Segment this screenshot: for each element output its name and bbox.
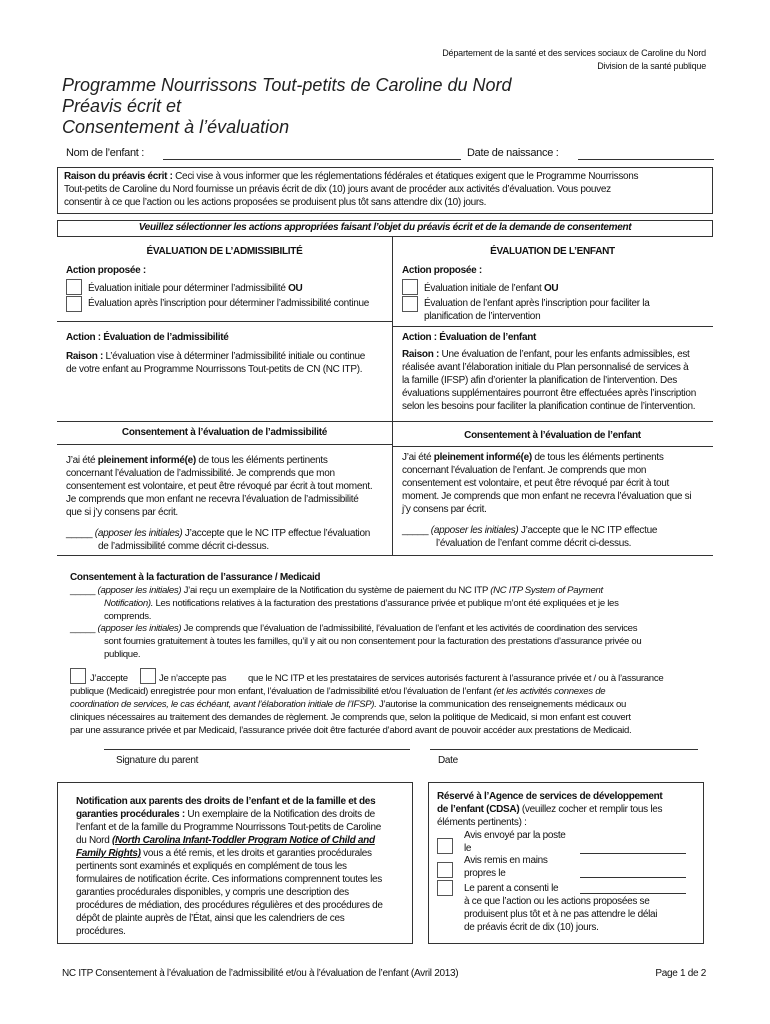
cdsa-consented-line-3: produisent plus tôt et à ne pas attendre le délai	[464, 909, 658, 920]
cdsa-hand-date-field[interactable]	[580, 877, 686, 878]
right-divider-1	[392, 326, 713, 327]
cdsa-mailed-label: Avis envoyé par la poste	[464, 830, 566, 841]
cdsa-consented-line-2: à ce que l’action ou les actions proposées se	[464, 896, 650, 907]
child-eval-continuing-checkbox[interactable]	[402, 296, 418, 312]
cdsa-hand-label: Avis remis en mains	[464, 855, 548, 866]
billing-free-services-initials[interactable]: _____ (apposer les initiales) Je comprends que l’évaluation de l’admissibilité, l’évaluation de l’enfant et les activités de coordination des services	[70, 623, 638, 634]
dob-field[interactable]	[578, 159, 714, 160]
footer-page-number: Page 1 de 2	[655, 968, 706, 979]
notice-line-2: garanties procédurales : Un exemplaire de la Notification des droits de	[76, 809, 375, 820]
cdsa-heading-3: éléments pertinents) :	[437, 817, 527, 828]
billing-para-line-1: que le NC ITP et les prestataires de services autorisés facturent à l’assurance privée et / ou à l’assurance	[248, 673, 664, 684]
parent-signature-label: Signature du parent	[116, 755, 199, 766]
cdsa-heading-1: Réservé à l’Agence de services de développement	[437, 791, 663, 802]
right-action-proposed: Action proposée :	[402, 265, 482, 276]
billing-para-line-3: coordination de services, le cas échéant, avant l’élaboration initiale de l’IFSP). J’autorise la communication des renseignements médicaux ou	[70, 699, 627, 710]
column-divider	[392, 237, 393, 555]
billing-para-line-4: cliniques nécessaires au traitement des demandes de règlement. Je comprends que, selon la politique de Medicaid, si mon enfant est couvert	[70, 712, 631, 723]
billing-line-5: sont fournies gratuitement à toutes les familles, qu’il y ait ou non consentement pour la facturation des prestations d’assurance privée ou	[104, 636, 642, 647]
eligibility-initial-checkbox[interactable]	[66, 279, 82, 295]
department-header	[442, 47, 706, 73]
right-accept-line-2: l’évaluation de l’enfant comme décrit ci-dessus.	[436, 538, 632, 549]
notice-line-8: garanties procédurales disponibles, y compris une description des	[76, 887, 349, 898]
signature-date-label: Date	[438, 755, 458, 766]
notice-line-11: procédures.	[76, 926, 126, 937]
left-consent-line-2: concernant l’évaluation de l’admissibilité. Je comprends que mon	[66, 468, 335, 479]
left-consent-line-1: J’ai été pleinement informé(e) de tous les éléments pertinents	[66, 455, 328, 466]
cdsa-consented-date-field[interactable]	[580, 893, 686, 894]
right-consent-line-2: concernant l’évaluation de l’enfant. Je comprends que mon	[402, 465, 647, 476]
billing-refuse-label: Je n’accepte pas	[159, 673, 227, 684]
child-eval-option-2b: planification de l’intervention	[424, 311, 541, 322]
left-action-label: Action : Évaluation de l’admissibilité	[66, 332, 229, 343]
reason-label: Raison du préavis écrit :	[64, 171, 173, 182]
billing-accept-checkbox[interactable]	[70, 668, 86, 684]
notice-line-3: l’enfant et de la famille du Programme Nourrissons Tout-petits de Caroline	[76, 822, 381, 833]
right-consent-line-4: moment. Je comprends que mon enfant ne recevra l’évaluation que si	[402, 491, 692, 502]
cdsa-hand-checkbox[interactable]	[437, 862, 453, 878]
reason-text-1: Ceci vise à vous informer que les réglementations fédérales et étatiques exigent que le Programme Nourrissons	[172, 171, 639, 182]
notice-line-6: pertinents sont examinés et expliqués en complément de tous les	[76, 861, 347, 872]
notice-line-4: du Nord (North Carolina Infant-Toddler Program Notice of Child and	[76, 835, 375, 846]
left-consent-line-5: que si j’y consens par écrit.	[66, 507, 178, 518]
right-action-label: Action : Évaluation de l’enfant	[402, 332, 537, 343]
right-reason-line-5: selon les besoins pour faciliter la planification continue de l’intervention.	[402, 401, 696, 412]
cdsa-hand-le: propres le	[464, 868, 506, 879]
reason-line-2: Tout-petits de Caroline du Nord fournisse un préavis écrit de dix (10) jours avant de procéder aux activités d’évaluation. Vous pouvez	[64, 184, 611, 195]
billing-line-3: comprends.	[104, 611, 152, 622]
left-reason-line-1: Raison : L’évaluation vise à déterminer l’admissibilité initiale ou continue	[66, 351, 366, 362]
billing-line-6: publique.	[104, 649, 141, 660]
left-divider-1	[57, 321, 392, 322]
child-eval-initials-field[interactable]: _____ (apposer les initiales) J’accepte que le NC ITP effectue	[402, 525, 658, 536]
left-action-proposed: Action proposée :	[66, 265, 146, 276]
billing-heading: Consentement à la facturation de l’assurance / Medicaid	[70, 572, 321, 583]
notice-line-5: Family Rights) vous a été remis, et les droits et garanties procédurales	[76, 848, 372, 859]
billing-para-line-2: publique (Medicaid) enregistrée pour mon enfant, l’évaluation de l’admissibilité et/ou l’évaluation de l’enfant (et les activités connexes de	[70, 686, 606, 697]
billing-para-line-5: par une assurance privée et par Medicaid, l’assurance privée doit être facturée d’abord avant de pouvoir accéder aux prestations de Medicaid.	[70, 725, 632, 736]
left-consent-bottom-line	[57, 444, 392, 445]
right-reason-line-4: évaluations supplémentaires pourront être effectuées après l’inscription	[402, 388, 696, 399]
department-line-2: Division de la santé publique	[597, 61, 706, 71]
right-consent-top-line	[392, 421, 713, 422]
notice-line-9: procédures de médiation, des procédures régulières et des procédures de	[76, 900, 383, 911]
signature-date-field[interactable]	[430, 749, 698, 750]
child-eval-consent-heading: Consentement à l’évaluation de l’enfant	[464, 430, 641, 441]
footer-form-id: NC ITP Consentement à l’évaluation de l’admissibilité et/ou à l’évaluation de l’enfant (Avril 2013)	[62, 968, 459, 979]
right-reason-line-1: Raison : Une évaluation de l’enfant, pour les enfants admissibles, est	[402, 349, 690, 360]
cdsa-consented-label: Le parent a consenti le	[464, 883, 559, 894]
eligibility-consent-heading: Consentement à l’évaluation de l’admissibilité	[121, 427, 328, 438]
notice-line-10: dépôt de plainte auprès de l’État, ainsi que les calendriers de ces	[76, 913, 345, 924]
cdsa-consented-line-4: de préavis écrit de dix (10) jours.	[464, 922, 599, 933]
eligibility-option-1: Évaluation initiale pour déterminer l’admissibilité OU	[88, 283, 303, 294]
cdsa-mailed-checkbox[interactable]	[437, 838, 453, 854]
cdsa-mailed-date-field[interactable]	[580, 853, 686, 854]
billing-notification-initials[interactable]: _____ (apposer les initiales) J’ai reçu un exemplaire de la Notification du système de paiement du NC ITP (NC ITP System of Payment	[70, 585, 603, 596]
right-consent-line-1: J’ai été pleinement informé(e) de tous les éléments pertinents	[402, 452, 664, 463]
left-consent-top-line	[57, 421, 392, 422]
eligibility-continuing-checkbox[interactable]	[66, 296, 82, 312]
child-name-field[interactable]	[163, 159, 461, 160]
columns-bottom-line	[57, 555, 713, 556]
right-consent-line-5: j’y consens par écrit.	[402, 504, 487, 515]
dob-label: Date de naissance :	[467, 147, 559, 159]
title-line-3: Consentement à l’évaluation	[62, 117, 290, 137]
eligibility-initials-field[interactable]: _____ (apposer les initiales) J’accepte que le NC ITP effectue l’évaluation	[66, 528, 371, 539]
eligibility-heading: ÉVALUATION DE L’ADMISSIBILITÉ	[146, 246, 303, 257]
right-consent-bottom-line	[392, 446, 713, 447]
notice-line-7: formulaires de notification écrite. Ces informations comprennent toutes les	[76, 874, 382, 885]
cdsa-mailed-le: le	[464, 843, 472, 854]
reason-line-3: consentir à ce que l’action ou les actions proposées se produisent plus tôt sans attendre dix (10) jours.	[64, 197, 487, 208]
left-accept-line-2: de l’admissibilité comme décrit ci-dessus.	[98, 541, 269, 552]
notice-heading-1: Notification aux parents des droits de l’enfant et de la famille et des	[76, 796, 376, 807]
child-eval-option-1: Évaluation initiale de l’enfant OU	[424, 283, 559, 294]
billing-accept-label: J’accepte	[90, 673, 128, 684]
left-consent-line-4: Je comprends que mon enfant ne recevra l’évaluation de l’admissibilité	[66, 494, 359, 505]
billing-line-2: Notification). Les notifications relatives à la facturation des prestations d’assurance privée et publique m’ont été expliquées et je les	[104, 598, 619, 609]
right-consent-line-3: consentement est volontaire, et peut être révoqué par écrit à tout	[402, 478, 670, 489]
title-line-1: Programme Nourrissons Tout-petits de Caroline du Nord	[62, 75, 512, 95]
select-banner: Veuillez sélectionner les actions appropriées faisant l’objet du préavis écrit et de la demande de consentement	[138, 222, 632, 233]
right-reason-line-3: la famille (IFSP) afin d’orienter la planification de l’intervention. Des	[402, 375, 677, 386]
right-reason-line-2: réalisée avant l’élaboration initiale du Plan personnalisé de services à	[402, 362, 689, 373]
child-name-label: Nom de l’enfant :	[66, 147, 145, 159]
cdsa-consented-checkbox[interactable]	[437, 880, 453, 896]
parent-signature-field[interactable]	[104, 749, 410, 750]
child-eval-initial-checkbox[interactable]	[402, 279, 418, 295]
billing-refuse-checkbox[interactable]	[140, 668, 156, 684]
title-line-2: Préavis écrit et	[62, 96, 182, 116]
department-line-1: Département de la santé et des services sociaux de Caroline du Nord	[442, 48, 706, 58]
reason-line-1	[64, 171, 638, 184]
eligibility-option-2: Évaluation après l’inscription pour déterminer l’admissibilité continue	[88, 298, 370, 309]
left-reason-line-2: de votre enfant au Programme Nourrissons Tout-petits de CN (NC ITP).	[66, 364, 363, 375]
cdsa-heading-2: de l’enfant (CDSA) (veuillez cocher et remplir tous les	[437, 804, 663, 815]
child-eval-option-2a: Évaluation de l’enfant après l’inscription pour faciliter la	[424, 298, 650, 309]
child-eval-heading: ÉVALUATION DE L’ENFANT	[490, 246, 615, 257]
document-title	[62, 75, 512, 138]
left-consent-line-3: consentement est volontaire, et peut être révoqué par écrit à tout moment.	[66, 481, 373, 492]
